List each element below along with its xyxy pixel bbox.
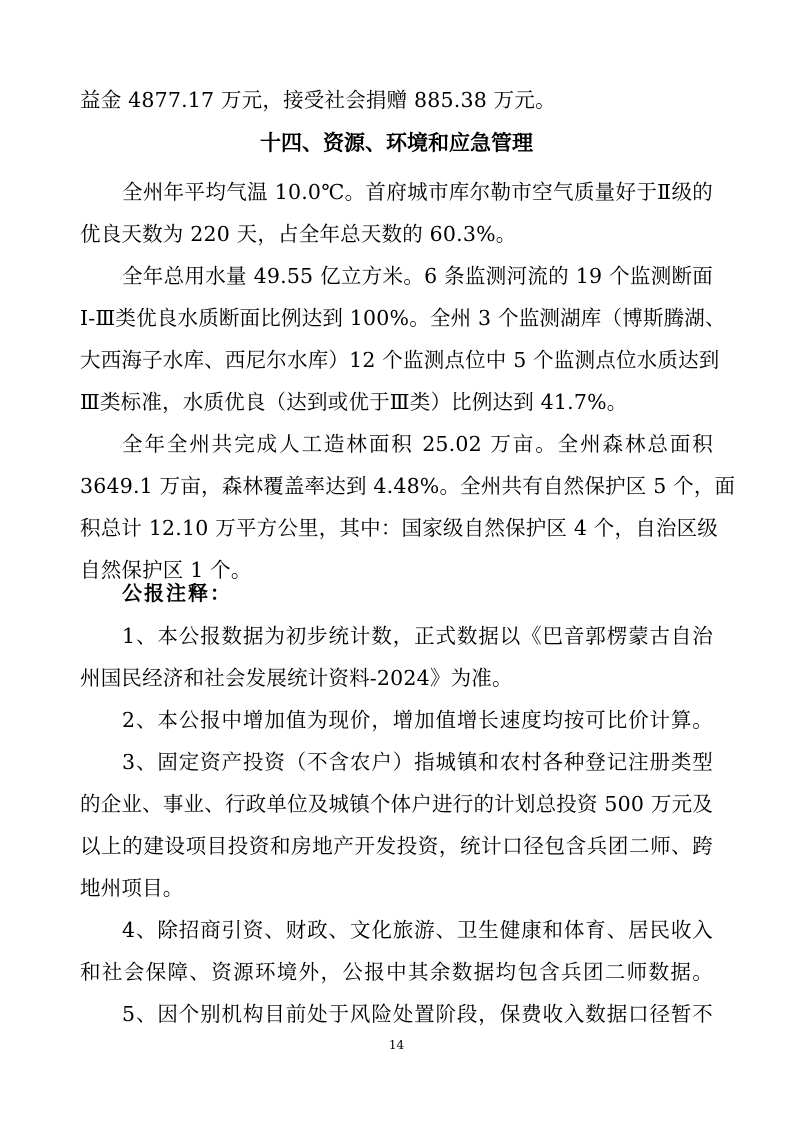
paragraph-continuation: 益金 4877.17 万元，接受社会捐赠 885.38 万元。 [80,88,556,112]
note-line: 地州项目。 [80,876,184,900]
forest-paragraph-line: 3649.1 万亩，森林覆盖率达到 4.48%。全州共有自然保护区 5 个，面 [80,474,736,498]
note-line: 州国民经济和社会发展统计资料-2024》为准。 [80,666,513,690]
note-line: 和社会保障、资源环境外，公报中其余数据均包含兵团二师数据。 [80,960,713,984]
note-line: 2、本公报中增加值为现价，增加值增长速度均按可比价计算。 [122,708,713,732]
climate-paragraph-line: 全州年平均气温 10.0℃。首府城市库尔勒市空气质量好于Ⅱ级的 [122,180,713,204]
note-line: 5、因个别机构目前处于风险处置阶段，保费收入数据口径暂不 [122,1002,713,1026]
water-paragraph-line: Ⅲ类标准，水质优良（达到或优于Ⅲ类）比例达到 41.7%。 [80,390,628,414]
notes-title: 公报注释： [122,581,232,605]
forest-paragraph-line: 积总计 12.10 万平方公里，其中：国家级自然保护区 4 个，自治区级 [80,516,718,540]
water-paragraph-line: 全年总用水量 49.55 亿立方米。6 条监测河流的 19 个监测断面 [122,264,713,288]
note-line: 1、本公报数据为初步统计数，正式数据以《巴音郭楞蒙古自治 [122,624,713,648]
water-paragraph-line: Ⅰ-Ⅲ类优良水质断面比例达到 100%。全州 3 个监测湖库（博斯腾湖、 [80,306,726,330]
section-heading: 十四、资源、环境和应急管理 [260,131,533,155]
forest-paragraph-line: 自然保护区 1 个。 [80,558,252,582]
water-paragraph-line: 大西海子水库、西尼尔水库）12 个监测点位中 5 个监测点位水质达到 [80,348,720,372]
note-line: 的企业、事业、行政单位及城镇个体户进行的计划总投资 500 万元及 [80,792,713,816]
forest-paragraph-line: 全年全州共完成人工造林面积 25.02 万亩。全州森林总面积 [122,432,713,456]
page-number: 14 [388,1038,405,1052]
note-line: 4、除招商引资、财政、文化旅游、卫生健康和体育、居民收入 [122,918,713,942]
climate-paragraph-line: 优良天数为 220 天，占全年总天数的 60.3%。 [80,222,517,246]
note-line: 3、固定资产投资（不含农户）指城镇和农村各种登记注册类型 [122,750,713,774]
note-line: 以上的建设项目投资和房地产开发投资，统计口径包含兵团二师、跨 [80,834,713,858]
